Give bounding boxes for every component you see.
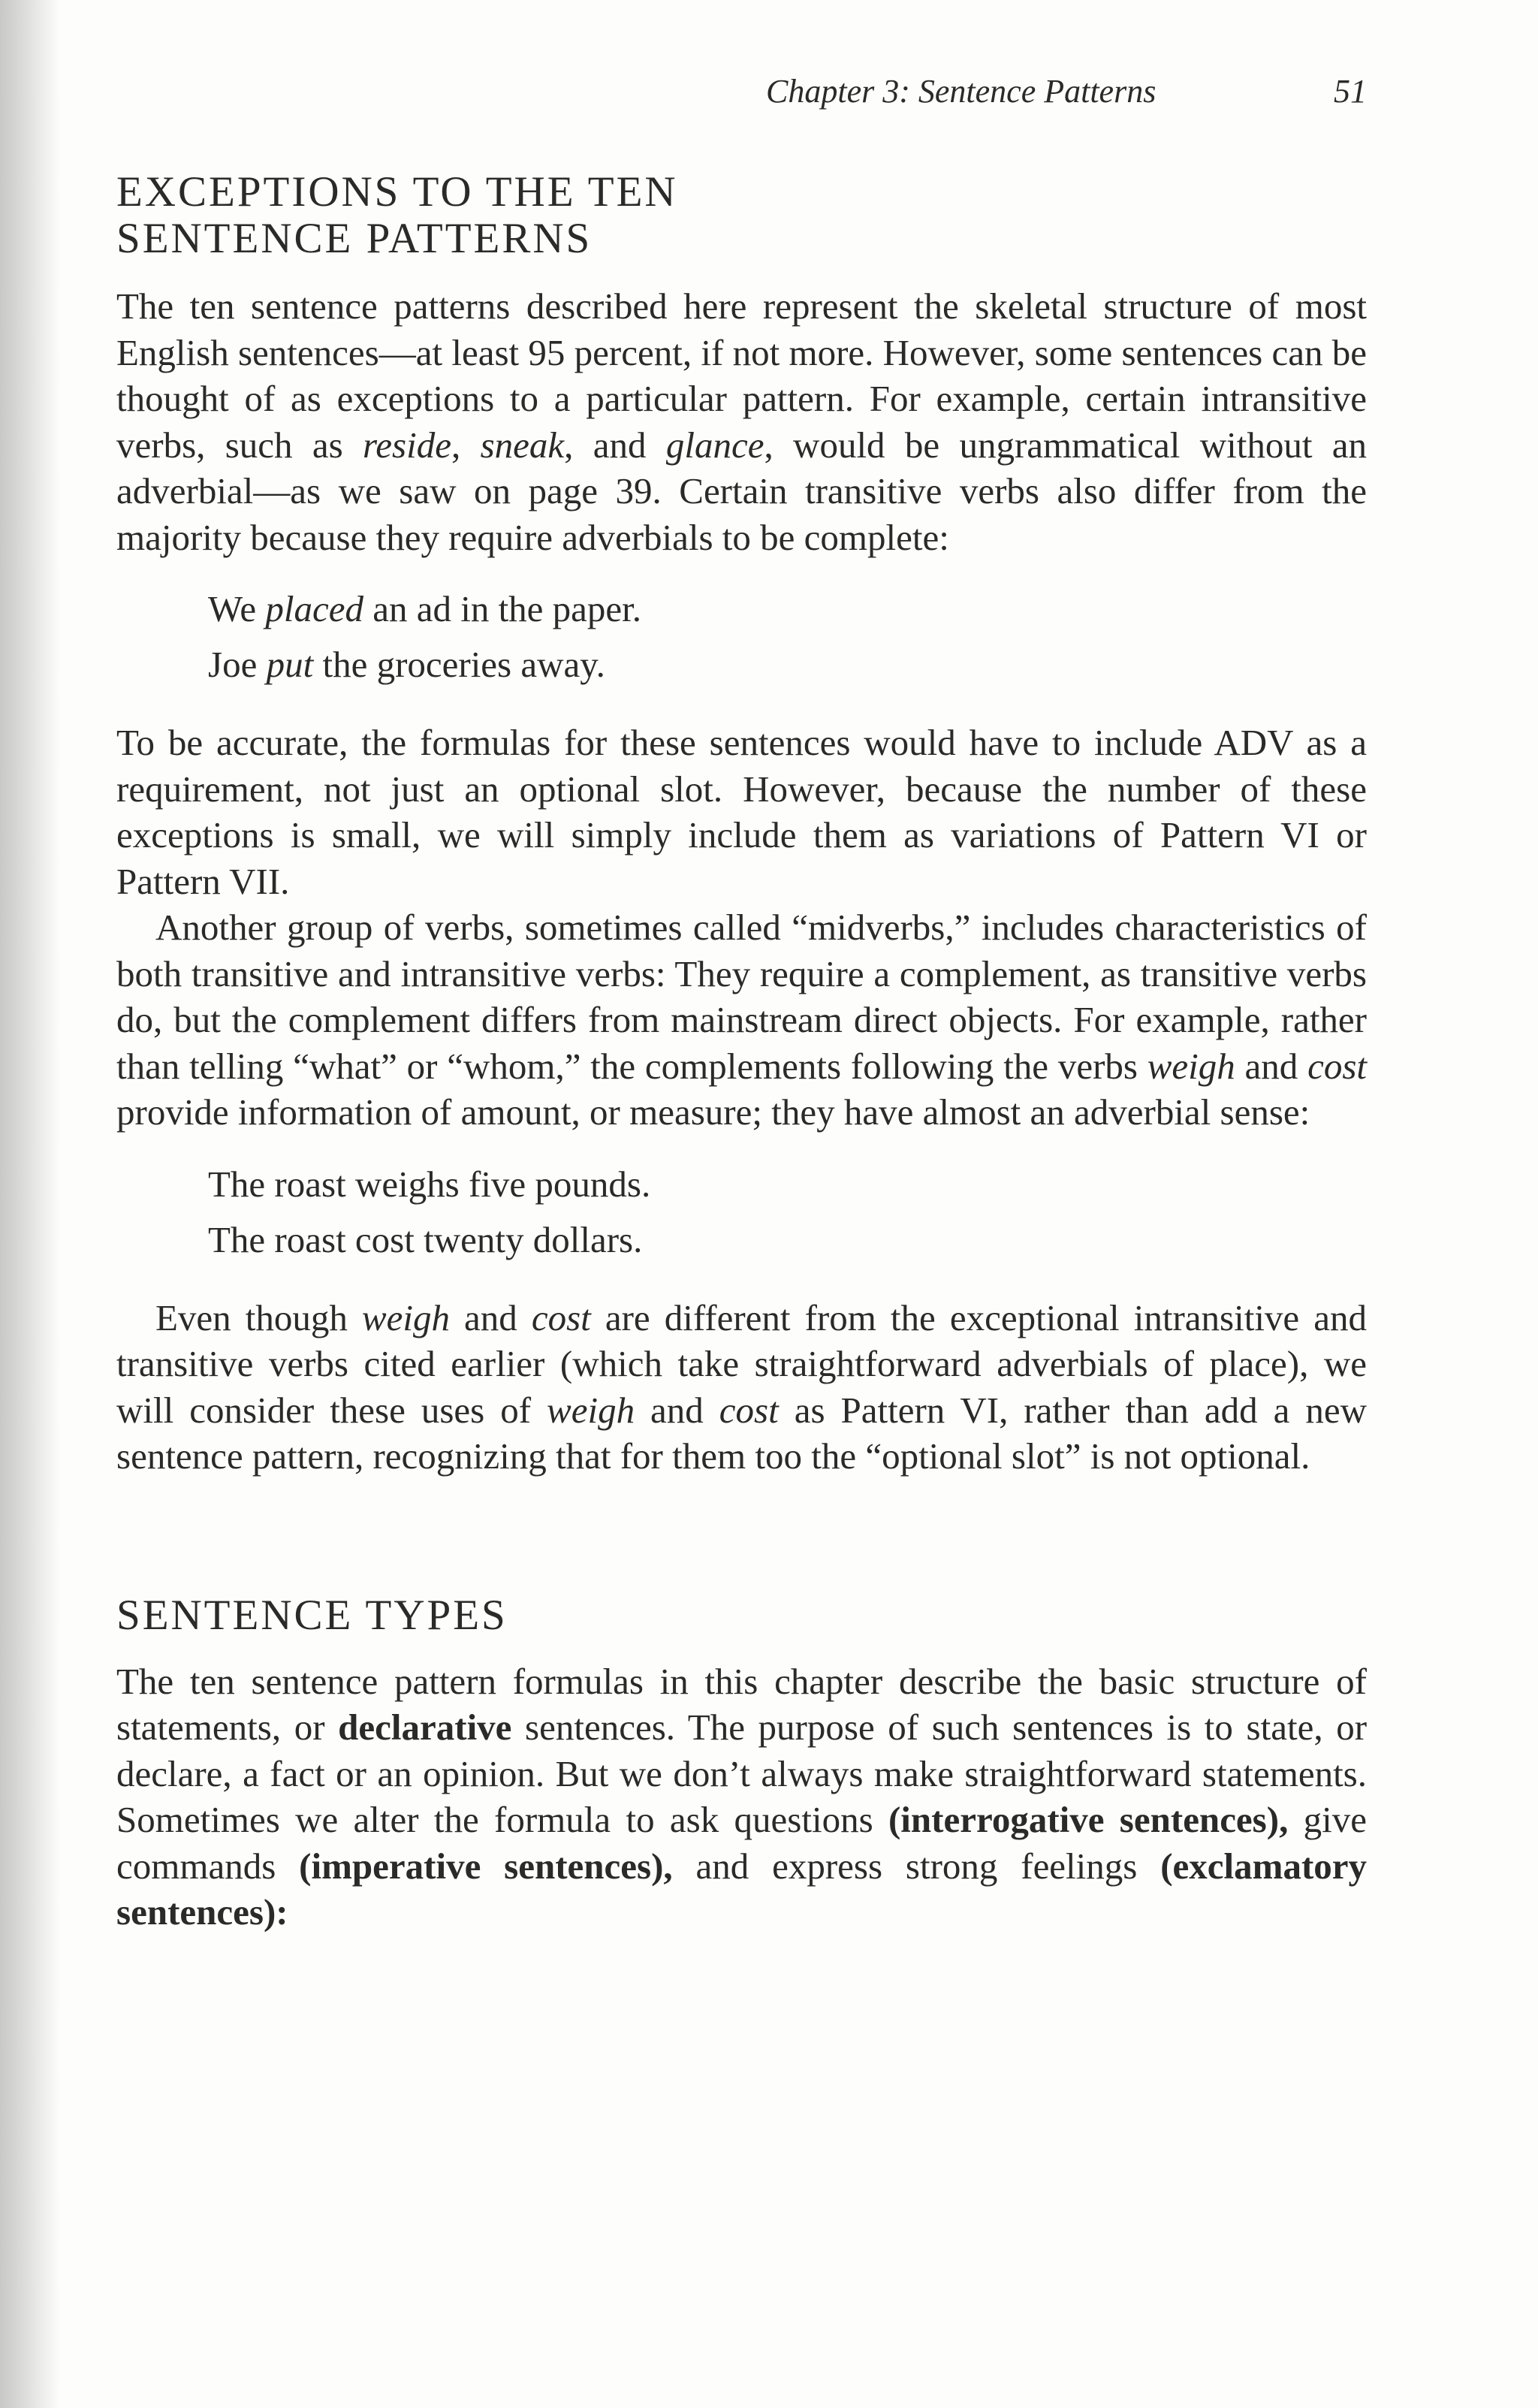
section-heading-sentence-types: SENTENCE TYPES: [116, 1591, 508, 1639]
paragraph-exceptions-intro: The ten sentence patterns described here represent the skeletal structure of most English sentences—at least 95 percent, if not more. However, some sentences can be thought of as exceptions to a particular pattern. For example, certain intransitive verbs, such as reside, sneak, and glance, would be ungrammatical without an adverbial—as we saw on page 39. Certain transitive verbs also differ from the majority because they require adverbials to be complete:: [116, 285, 1368, 558]
example-sentence: The roast weighs five pounds.: [208, 1163, 651, 1205]
example-sentence: We placed an ad in the paper.: [208, 588, 642, 629]
heading-line-2: SENTENCE PATTERNS: [116, 215, 593, 262]
paragraph-sentence-types: The ten sentence pattern formulas in this chapter describe the basic structure of statements, or declarative sentences. The purpose of such sentences is to state, or declare, a fact or an opinion. But we don’t always make straightforward statements. Sometimes we alter the formula to ask questions (interrogative sentences), give commands (imperative sentences), and express strong feelings (exclamatory sentences):: [116, 1660, 1368, 1933]
page-number: 51: [1334, 73, 1367, 110]
bold-term: declarative: [338, 1706, 512, 1748]
page-gutter-shadow: [0, 0, 60, 2408]
chapter-title: Chapter 3: Sentence Patterns: [766, 73, 1157, 110]
italic-term: reside: [363, 424, 451, 466]
paragraph-adv-requirement: To be accurate, the formulas for these sentences would have to include ADV as a requirement, not just an optional slot. However, because the number of these exceptions is small, we will simply include them as variations of Pattern VI or Pattern VII.: [116, 722, 1367, 902]
bold-term: (exclamatory sentences):: [116, 1845, 1368, 1933]
paragraph-midverbs: Another group of verbs, sometimes called “midverbs,” includes characteristics of both transitive and intransitive verbs: They require a complement, as transitive verbs do, but the complement differs from mainstream direct objects. For example, rather than telling “what” or “whom,” the complements following the verbs weigh and cost provide information of amount, or measure; they have almost an adverbial sense:: [116, 907, 1368, 1133]
example-sentence: The roast cost twenty dollars.: [208, 1218, 643, 1260]
page-body: [116, 169, 1367, 1936]
italic-term: cost: [1307, 1045, 1368, 1087]
paragraph-pattern-six: Even though weigh and cost are different from the exceptional intransitive and transitive verbs cited earlier (which take straightforward adverbials of place), we will consider these uses of weigh and cost as Pattern VI, rather than add a new sentence pattern, recognizing that for them too the “optional slot” is not optional.: [116, 1296, 1368, 1477]
running-head: [751, 72, 1367, 117]
italic-term: weigh: [1147, 1045, 1235, 1087]
section-heading-exceptions: [116, 169, 1367, 262]
example-sentence: Joe put the groceries away.: [208, 644, 605, 685]
italic-term: glance: [665, 424, 764, 466]
bold-term: (interrogative sentences),: [888, 1799, 1289, 1840]
italic-term: sneak: [480, 424, 565, 466]
heading-line-1: EXCEPTIONS TO THE TEN: [116, 168, 678, 216]
bold-term: (imperative sentences),: [299, 1845, 673, 1887]
